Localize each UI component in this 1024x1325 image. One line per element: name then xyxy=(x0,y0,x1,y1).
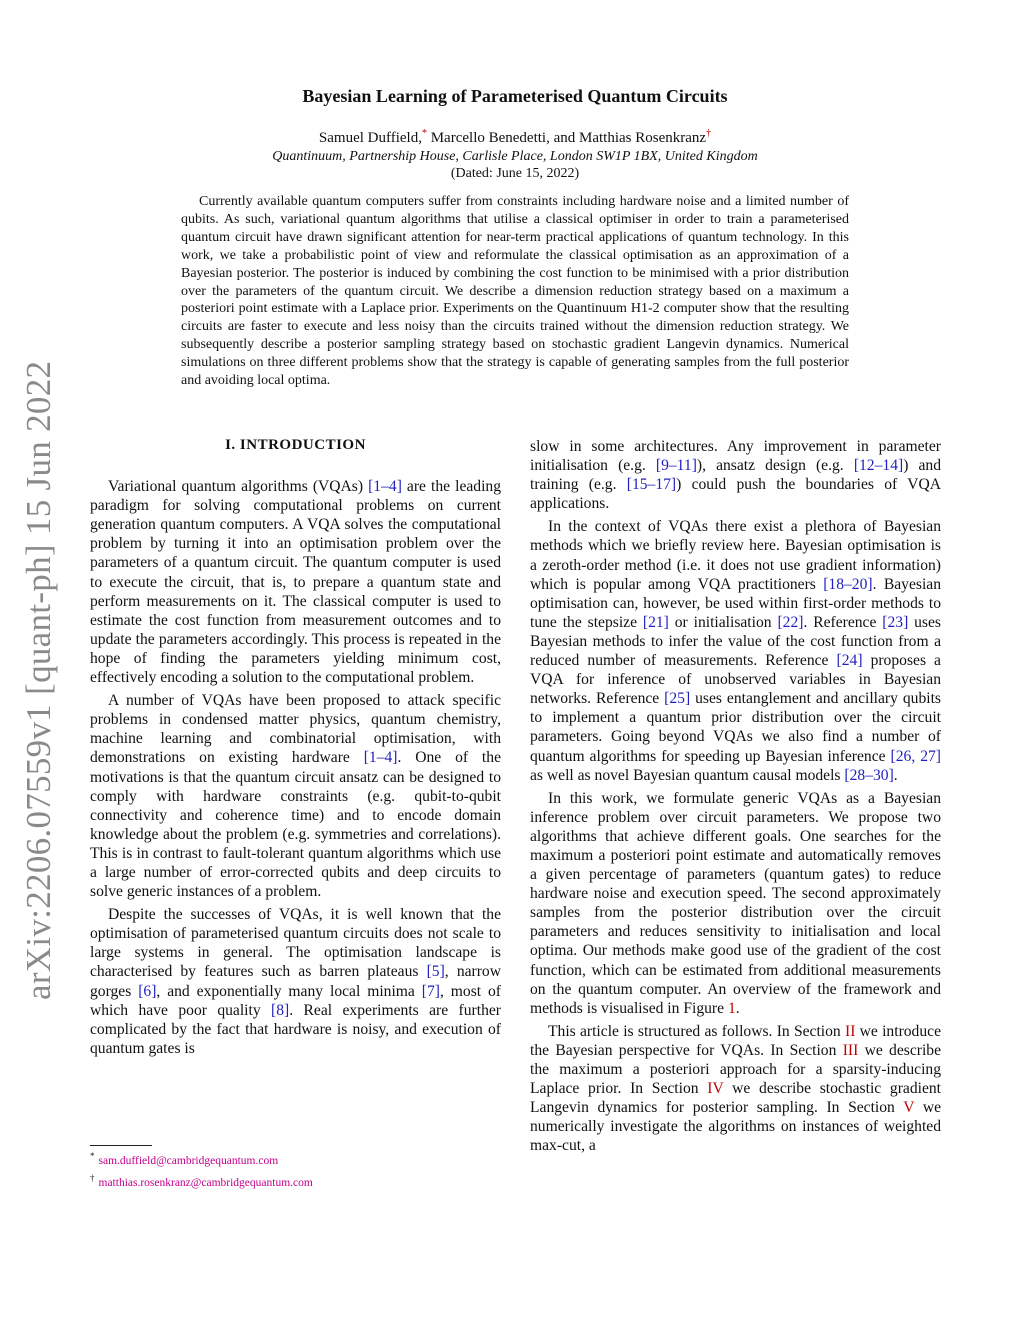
citation-link[interactable]: [1–4] xyxy=(363,749,398,767)
arxiv-identifier[interactable]: arXiv:2206.07559v1 [quant-ph] 15 Jun 2022 xyxy=(19,360,58,1000)
citation-link[interactable]: [22] xyxy=(777,613,804,631)
section-link[interactable]: II xyxy=(845,1022,856,1040)
right-column xyxy=(530,437,941,1159)
citation-link[interactable]: [15–17] xyxy=(626,476,677,494)
citation-link[interactable]: [18–20] xyxy=(823,575,873,593)
section-link[interactable]: V xyxy=(903,1099,915,1117)
citation-link[interactable]: [23] xyxy=(882,613,909,631)
paragraph: Despite the successes of VQAs, it is well known that the optimisation of parameterised quantum circuits does not scale to large systems in general. The optimisation landscape is characterised by features such as barren plateaus [5], narrow gorges [6], and exponentially many local minima [7], most of which have poor quality [8]. Real experiments are further complicated by the fact that hardware is noisy, and execution of quantum gates is xyxy=(90,906,501,1057)
paragraph: A number of VQAs have been proposed to attack specific problems in condensed matter physics, quantum chemistry, machine learning and combinatorial optimisation, with demonstrations on existing hardware [1–4]. One of the motivations is that the quantum circuit ansatz can be designed to comply with hardware constraints (e.g. qubit-to-qubit connectivity and coherence time) and to encode domain knowledge about the problem (e.g. symmetries and correlations). This is in contrast to fault-tolerant quantum algorithms which use a large number of error-corrected qubits and deep circuits to solve generic instances of a problem. xyxy=(90,692,501,901)
citation-link[interactable]: [25] xyxy=(664,690,691,708)
footnotes xyxy=(90,1148,490,1192)
citation-link[interactable]: [28–30] xyxy=(844,766,894,784)
author-list xyxy=(180,128,850,147)
citation-link[interactable]: [8] xyxy=(271,1001,290,1019)
citation-link[interactable]: [24] xyxy=(836,652,863,670)
footnote-1: * sam.duffield@cambridgequantum.com xyxy=(90,1151,279,1167)
paragraph: slow in some architectures. Any improvement in parameter initialisation (e.g. [9–11]), ansatz design (e.g. [12–14]) and training (e.g. [15–17]) could push the boundaries of VQA applications. xyxy=(530,438,942,513)
citation-link[interactable]: [26, 27] xyxy=(890,747,941,765)
citation-link[interactable]: [9–11] xyxy=(655,457,697,475)
affiliation: Quantinuum, Partnership House, Carlisle Place, London SW1P 1BX, United Kingdom xyxy=(272,149,758,164)
footnote-2: † matthias.rosenkranz@cambridgequantum.com xyxy=(90,1172,313,1189)
figure-link[interactable]: 1 xyxy=(727,999,736,1017)
paragraph: In the context of VQAs there exist a plethora of Bayesian methods which we briefly review here. Bayesian optimisation is a zeroth-order method (i.e. it does not use gradient information) which is popular among VQA practitioners [18–20]. Bayesian optimisation can, however, be used within first-order methods to tune the stepsize [21] or initialisation [22]. Reference [23] uses Bayesian methods to infer the value of the cost function from a reduced number of measurements. Reference [24] proposes a VQA for inference of unobserved variables in Bayesian networks. Reference [25] uses entanglement and ancillary qubits to implement a quantum prior distribution over the circuit parameters. Going beyond VQAs we also find a number of quantum algorithms for speeding up Bayesian inference [26, 27] as well as novel Bayesian quantum causal models [28–30]. xyxy=(530,518,941,784)
footnote-mark-2[interactable]: † xyxy=(706,128,712,139)
left-column xyxy=(90,436,501,1062)
email-link-rosenkranz[interactable]: matthias.rosenkranz@cambridgequantum.com xyxy=(98,1176,313,1189)
author-others: Marcello Benedetti, and Matthias Rosenkranz xyxy=(426,130,707,146)
footnote-mark-1[interactable]: * xyxy=(421,128,427,139)
section-heading-introduction: I. INTRODUCTION xyxy=(225,437,366,453)
citation-link[interactable]: [7] xyxy=(421,982,440,1000)
paragraph: This article is structured as follows. In Section II we introduce the Bayesian perspective for VQAs. In Section III we describe the maximum a posteriori approach for a sparsity-inducing Laplace prior. In Section IV we describe stochastic gradient Langevin dynamics for posterior sampling. In Section V we numerically investigate the algorithms on instances of weighted max-cut, a xyxy=(530,1022,942,1155)
section-link[interactable]: IV xyxy=(707,1080,724,1098)
paragraph: In this work, we formulate generic VQAs as a Bayesian inference problem over circuit parameters. We propose two algorithms that achieve different goals. One searches for the maximum a posteriori point estimate and automatically removes a given percentage of parameters (quantum gates) to reduce hardware noise and execution speed. The second approximately samples from the posterior distribution over the circuit parameters and reduces sensitivity to initialisation and local optima. Our methods make good use of the gradient of the cost function, which can be estimated from additional measurements on the quantum computer. An overview of the framework and methods is visualised in Figure 1. xyxy=(530,789,941,1017)
author-duffield: Samuel Duffield, xyxy=(318,130,422,146)
citation-link[interactable]: [12–14] xyxy=(853,457,904,475)
date-line: (Dated: June 15, 2022) xyxy=(450,166,580,181)
citation-link[interactable]: [5] xyxy=(426,963,445,981)
section-link[interactable]: III xyxy=(842,1041,859,1059)
footnote-divider xyxy=(90,1145,152,1146)
citation-link[interactable]: [6] xyxy=(138,982,157,1000)
citation-link[interactable]: [21] xyxy=(642,613,669,631)
paragraph: Variational quantum algorithms (VQAs) [1–4] are the leading paradigm for solving computational problems on current generation quantum computers. A VQA solves the computational problem by turning it into an optimisation problem over the parameters of a quantum circuit. The quantum computer is used to execute the circuit, that is, to prepare a quantum state and perform measurements on it. The classical computer is used to estimate the cost function from measurement outcomes and to update the parameters accordingly. This process is repeated in the hope of finding the parameters yielding minimum cost, effectively encoding a solution to the computational problem. xyxy=(90,478,502,687)
citation-link[interactable]: [1–4] xyxy=(368,478,402,496)
email-link-duffield[interactable]: sam.duffield@cambridgequantum.com xyxy=(98,1154,279,1167)
paper-title: Bayesian Learning of Parameterised Quantum Circuits xyxy=(302,86,728,106)
abstract: Currently available quantum computers suffer from constraints including hardware noise and a limited number of qubits. As such, variational quantum algorithms that utilise a classical optimiser in order to train a parameterised quantum circuit have drawn significant attention for near-term practical applications of quantum technology. In this work, we take a probabilistic point of view and reformulate the classical optimisation as an approximation of a Bayesian posterior. The posterior is induced by combining the cost function to be minimised with a prior distribution over the parameters of the quantum circuit. We describe a dimension reduction strategy based on a maximum a posteriori point estimate with a Laplace prior. Experiments on the Quantinuum H1-2 computer show that the resulting circuits are faster to execute and less noisy than the circuits trained without the dimension reduction strategy. We subsequently describe a posterior sampling strategy based on stochastic gradient Langevin dynamics. Numerical simulations on three different problems show that the strategy is capable of generating samples from the full posterior and avoiding local optima. xyxy=(181,194,849,389)
